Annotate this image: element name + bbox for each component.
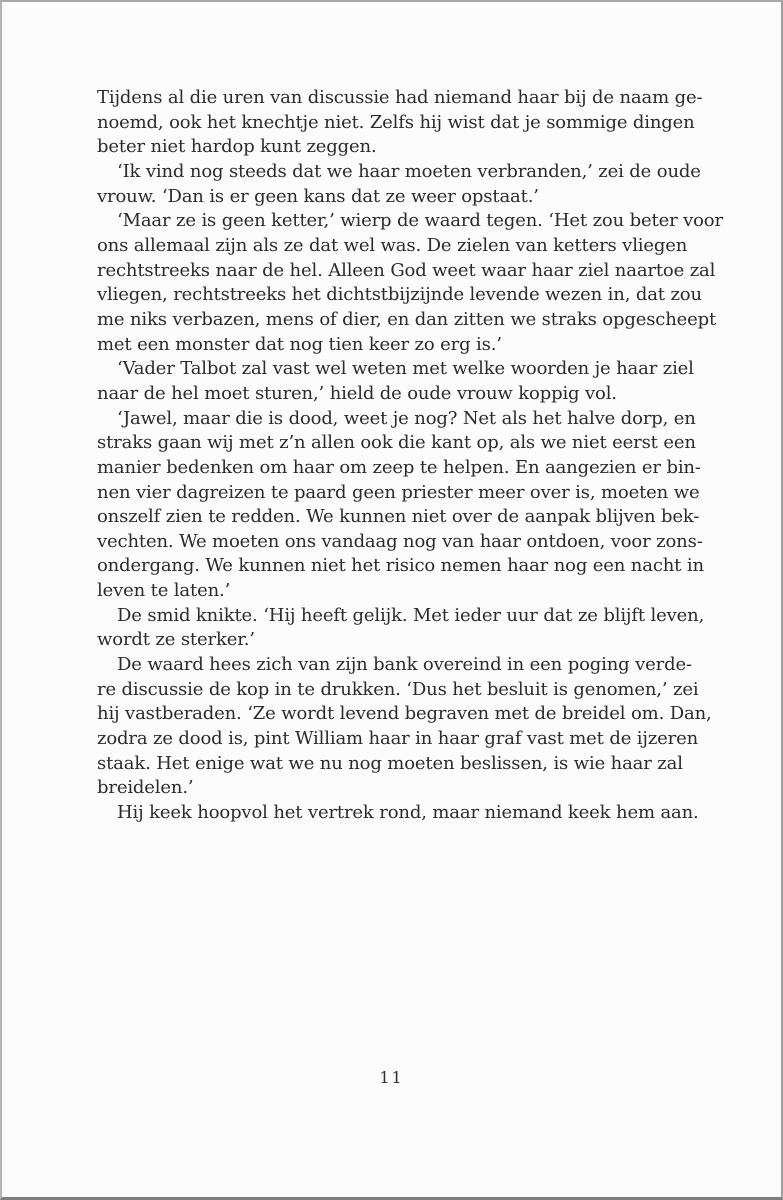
text-line: ‘Jawel, maar die is dood, weet je nog? Net als het halve dorp, en [117, 407, 696, 429]
text-line: met een monster dat nog tien keer zo erg is.’ [97, 333, 502, 355]
paragraph [97, 407, 704, 604]
text-line: ‘Ik vind nog steeds dat we haar moeten verbranden,’ zei de oude [117, 160, 701, 182]
paragraph [97, 209, 723, 357]
text-line: vliegen, rechtstreeks het dichtstbijzijnde levende wezen in, dat zou [97, 284, 702, 306]
text-line: ons allemaal zijn als ze dat wel was. De zielen van ketters vliegen [97, 234, 688, 256]
text-line: ‘Maar ze is geen ketter,’ wierp de waard tegen. ‘Het zou beter voor [117, 210, 723, 232]
text-line: zodra ze dood is, pint William haar in haar graf vast met de ijzeren [97, 728, 699, 750]
text-line: De waard hees zich van zijn bank overeind in een poging verde- [117, 654, 692, 676]
text-line: hij vastberaden. ‘Ze wordt levend begraven met de breidel om. Dan, [97, 703, 712, 725]
text-line: nen vier dagreizen te paard geen priester meer over is, moeten we [97, 481, 700, 503]
text-block [97, 86, 723, 826]
text-line: rechtstreeks naar de hel. Alleen God weet waar haar ziel naartoe zal [97, 259, 716, 281]
text-line: ondergang. We kunnen niet het risico nemen haar nog een nacht in [97, 555, 704, 577]
text-line: breidelen.’ [97, 777, 194, 799]
text-line: noemd, ook het knechtje niet. Zelfs hij wist dat je sommige dingen [97, 111, 695, 133]
text-line: staak. Het enige wat we nu nog moeten beslissen, is wie haar zal [97, 752, 683, 774]
text-line: Tijdens al die uren van discussie had niemand haar bij de naam ge- [97, 87, 703, 108]
text-line: manier bedenken om haar om zeep te helpen. En aangezien er bin- [97, 456, 701, 478]
text-line: leven te laten.’ [97, 580, 231, 602]
paragraph [97, 801, 699, 826]
text-line: De smid knikte. ‘Hij heeft gelijk. Met ieder uur dat ze blijft leven, [117, 604, 705, 626]
text-line: vechten. We moeten ons vandaag nog van haar ontdoen, voor zons- [97, 530, 703, 552]
text-line: naar de hel moet sturen,’ hield de oude vrouw koppig vol. [97, 382, 617, 404]
text-line: beter niet hardop kunt zeggen. [97, 136, 377, 158]
text-line: wordt ze sterker.’ [97, 629, 255, 651]
text-line: onszelf zien te redden. We kunnen niet over de aanpak blijven bek- [97, 506, 700, 528]
paragraph [97, 357, 694, 406]
text-line: me niks verbazen, mens of dier, en dan zitten we straks opgescheept [97, 308, 717, 330]
paragraph [97, 604, 705, 653]
paragraph [97, 160, 701, 209]
text-line: Hij keek hoopvol het vertrek rond, maar niemand keek hem aan. [117, 802, 699, 824]
paragraph [97, 86, 703, 160]
paragraph [97, 653, 712, 801]
page-number: 11 [379, 1068, 404, 1087]
text-line: straks gaan wij met z’n allen ook die kant op, als we niet eerst een [97, 432, 696, 454]
text-line: re discussie de kop in te drukken. ‘Dus het besluit is genomen,’ zei [97, 678, 699, 700]
text-line: vrouw. ‘Dan is er geen kans dat ze weer opstaat.’ [97, 185, 539, 207]
text-line: ‘Vader Talbot zal vast wel weten met welke woorden je haar ziel [117, 358, 694, 380]
